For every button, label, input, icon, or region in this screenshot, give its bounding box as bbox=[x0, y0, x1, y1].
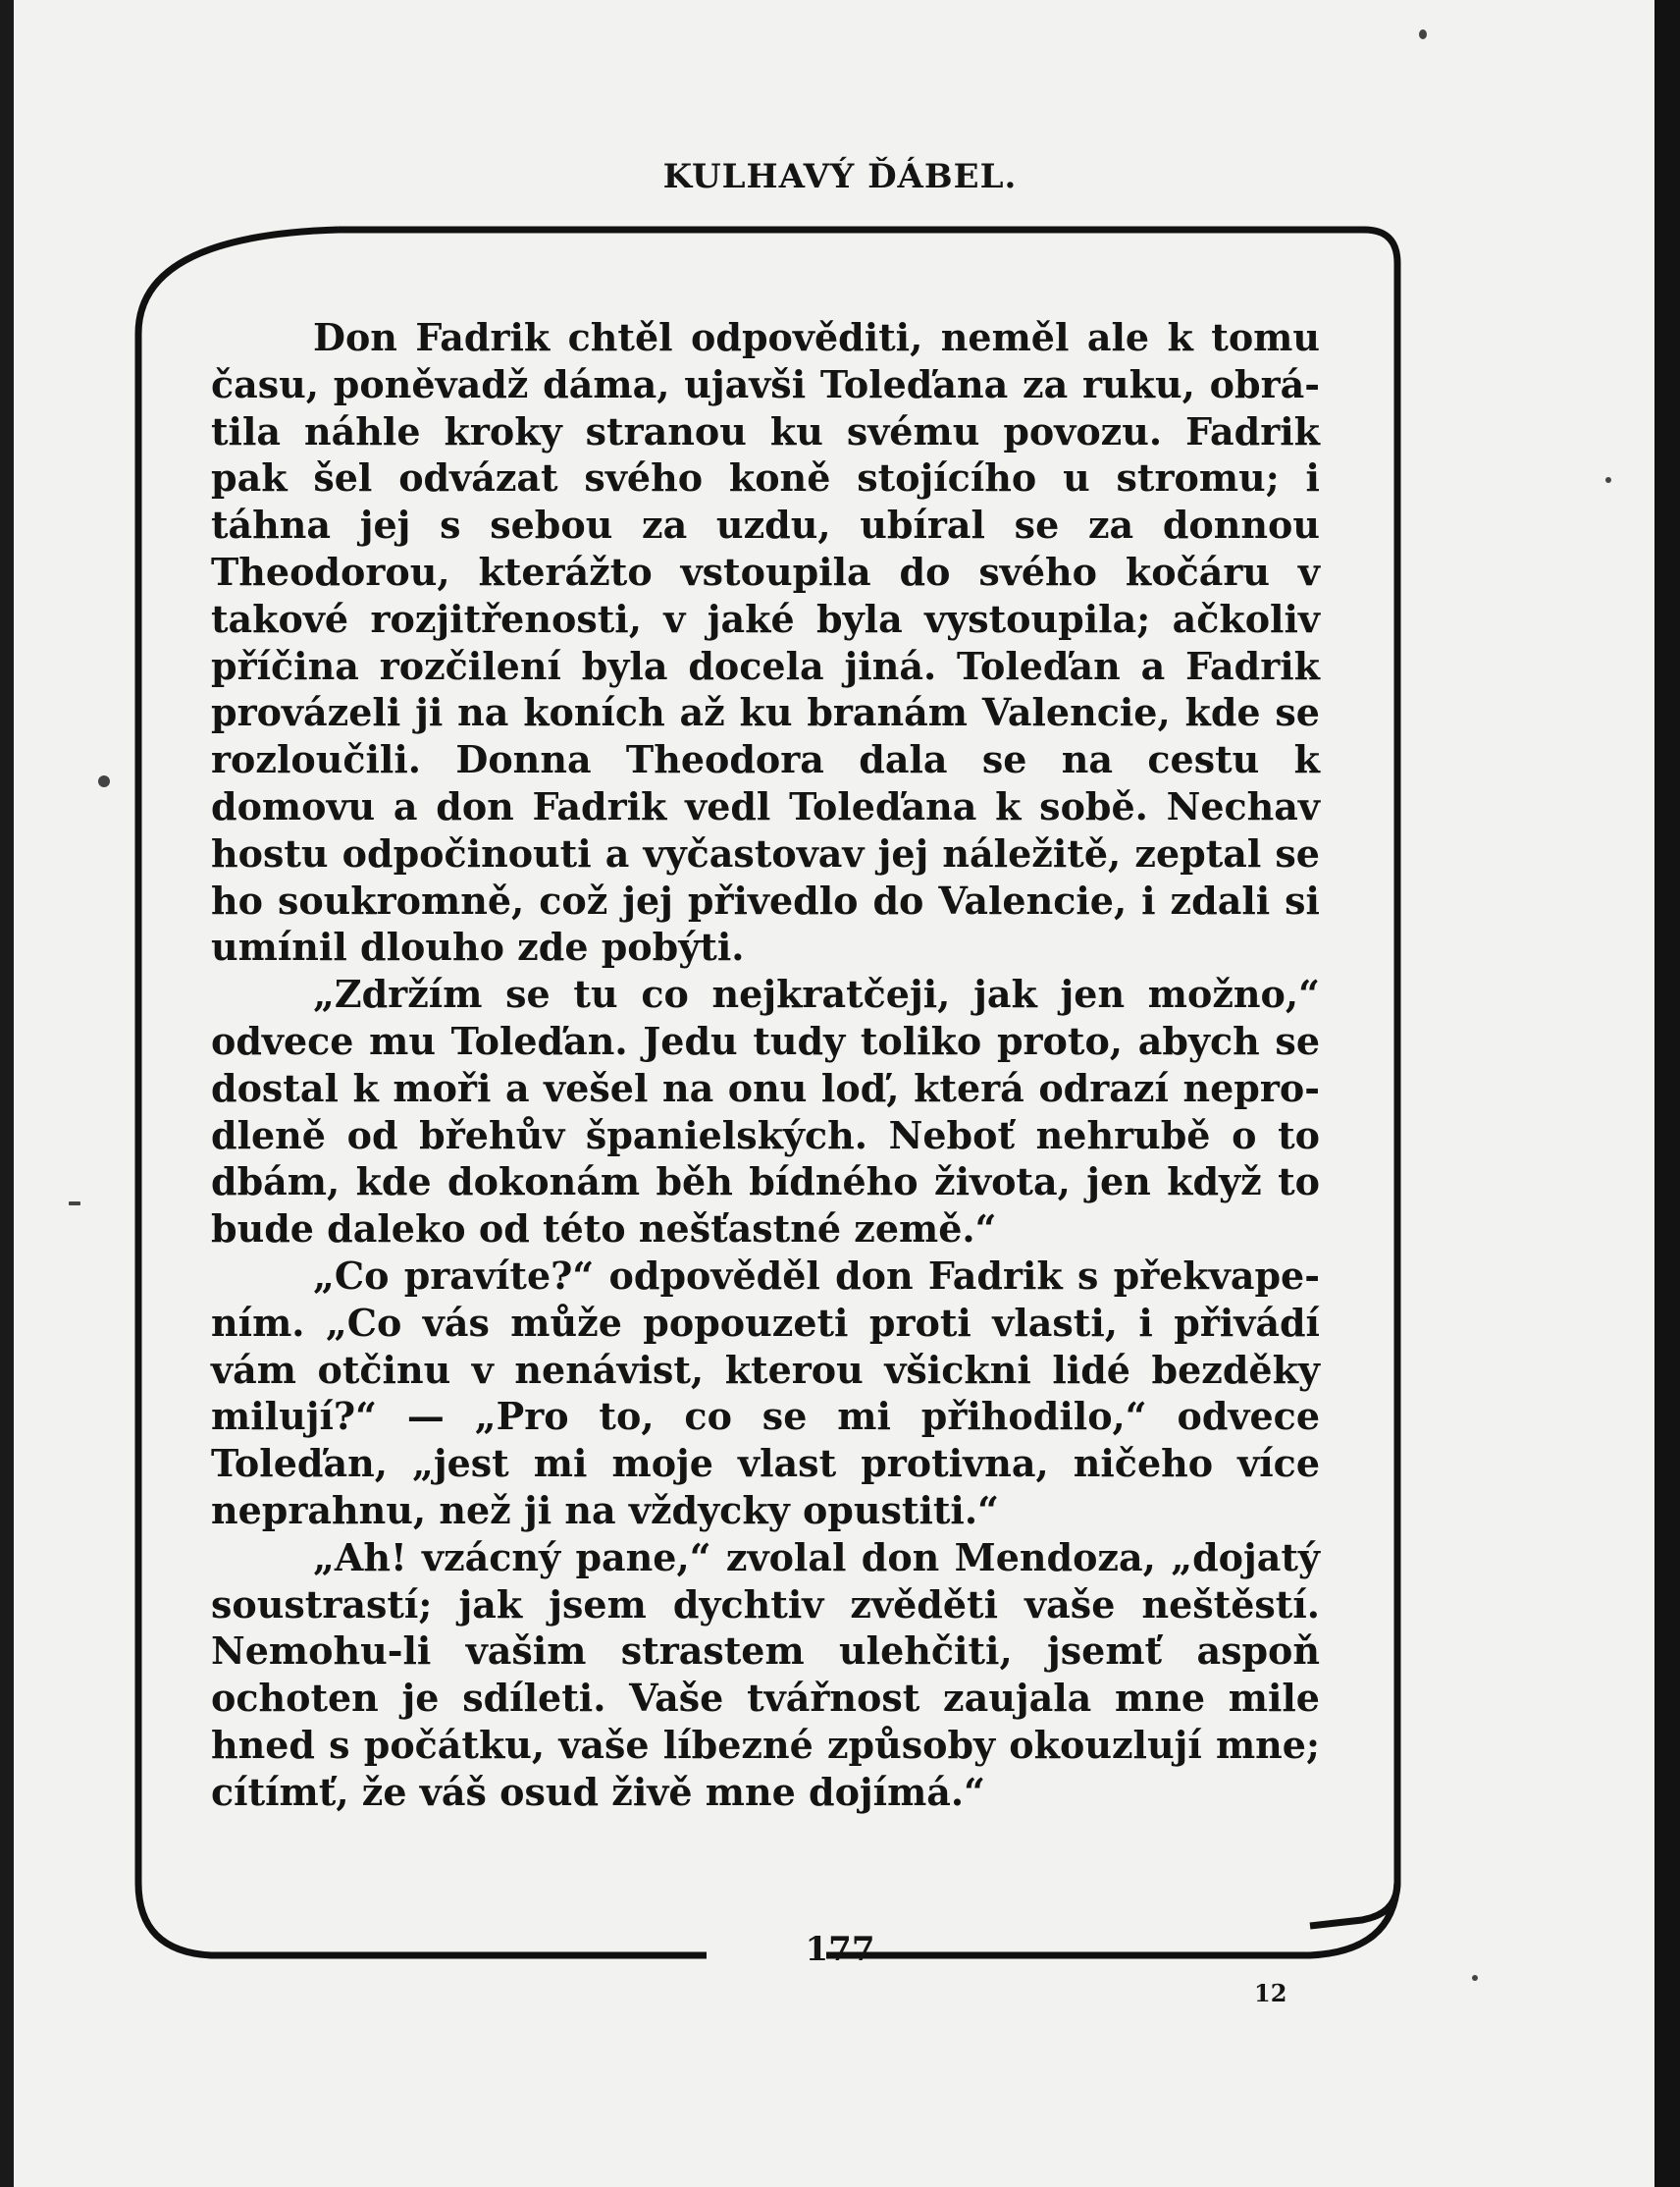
paragraph: „Ah! vzácný pane,“ zvolal don Mendoza, „dojatý soustrastí; jak jsem dychtiv zvěděti vaše neštěstí. Nemohu-li vašim strastem ulehčiti, jsemť aspoň ochoten je sdíleti. Vaše tvářnost zaujala mne mile hned s počátku, vaše líbezné způsoby okouzlují mne; cítímť, že váš osud živě mne dojímá.“ bbox=[211, 1534, 1320, 1814]
page-number: 177 bbox=[805, 1930, 875, 1969]
running-title: KULHAVÝ ĎÁBEL. bbox=[662, 157, 1018, 196]
dust-speck bbox=[98, 775, 110, 787]
paragraph: „Co pravíte?“ odpověděl don Fadrik s překvapením. „Co vás může popouzeti proti vlasti, i přivádí vám otčinu v nenávist, kterou všickni lidé bezděky milují?“ — „Pro to, co se mi přihodilo,“ odvece Toleďan, „jest mi moje vlast protivna, ničeho více neprahnu, než ji na vždycky opustiti.“ bbox=[211, 1253, 1320, 1532]
scan-edge-shadow bbox=[1654, 0, 1680, 2187]
dust-speck bbox=[1605, 477, 1611, 483]
paragraph: Don Fadrik chtěl odpověditi, neměl ale k tomu času, poněvadž dáma, ujavši Toleďana za ruku, obrátila náhle kroky stranou ku svému povozu. Fadrik pak šel odvázat svého koně stojícího u stromu; i táhna jej s sebou za uzdu, ubíral se za donnou Theodorou, kterážto vstoupila do svého kočáru v takové rozjitřenosti, v jaké byla vystoupila; ačkoliv příčina rozčilení byla docela jiná. Toleďan a Fadrik provázeli ji na koních až ku branám Valencie, kde se rozloučili. Donna Theodora dala se na cestu k domovu a don Fadrik vedl Toleďana k sobě. Nechav hostu odpočinouti a vyčastovav jej náležitě, zeptal se ho soukromně, což jej přivedlo do Valencie, i zdali si umínil dlouho zde pobýti. bbox=[211, 315, 1320, 970]
signature-mark: 12 bbox=[1254, 1979, 1287, 2007]
body-text bbox=[211, 314, 1320, 1816]
dust-speck bbox=[69, 1201, 80, 1205]
dust-speck bbox=[1472, 1975, 1478, 1981]
paragraph: „Zdržím se tu co nejkratčeji, jak jen možno,“ odvece mu Toleďan. Jedu tudy toliko proto, abych se dostal k moři a vešel na onu loď, která odrazí neprodleně od břehův španielských. Neboť nehrubě o to dbám, kde dokonám běh bídného života, jen když to bude daleko od této nešťastné země.“ bbox=[211, 972, 1320, 1252]
dust-speck bbox=[1419, 29, 1427, 39]
